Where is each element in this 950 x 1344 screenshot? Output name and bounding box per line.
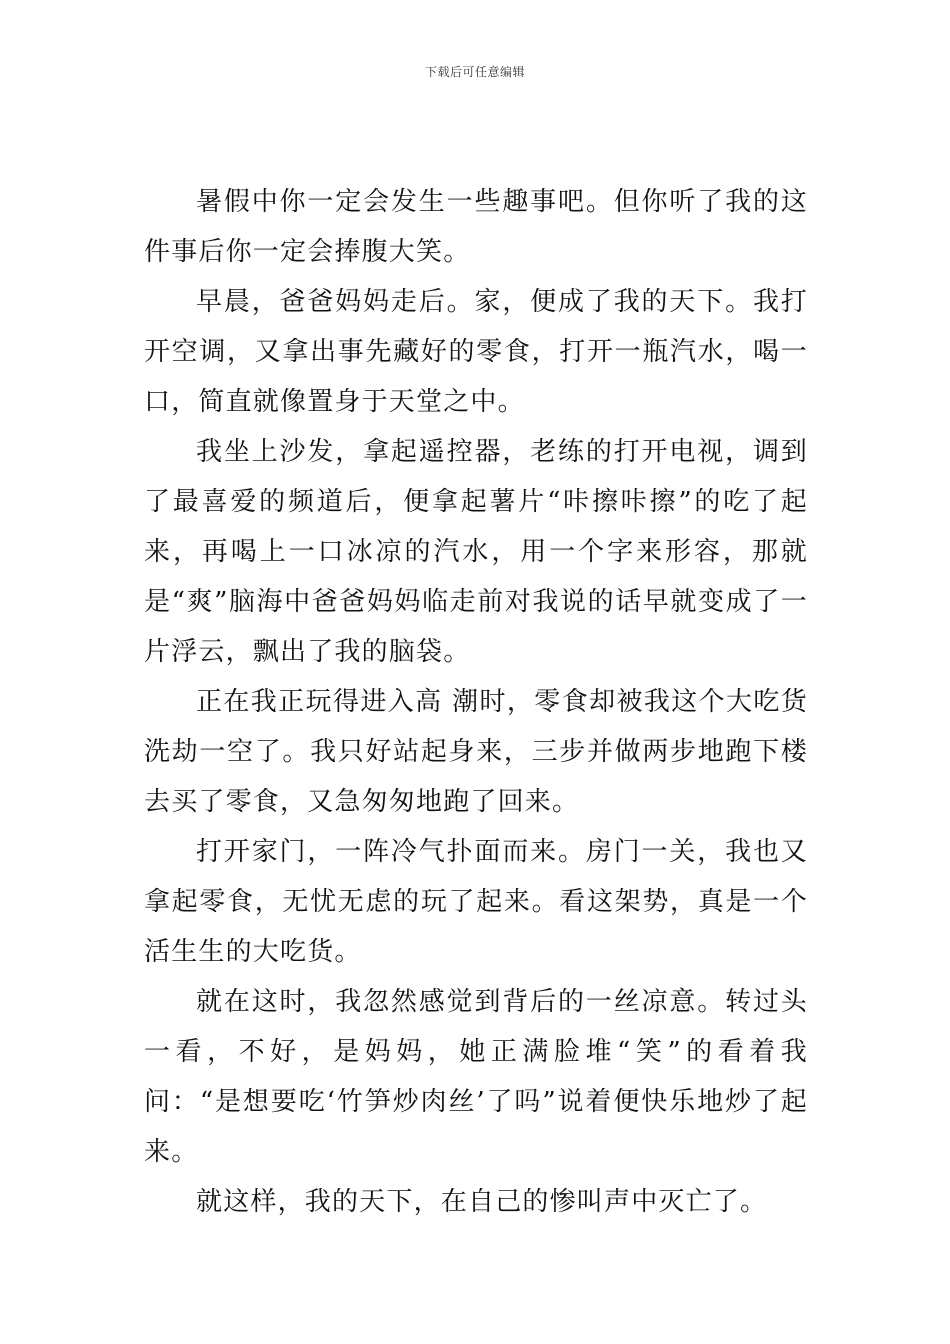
paragraph-7: 就这样，我的天下，在自己的惨叫声中灭亡了。 (196, 1187, 768, 1217)
page-header-note: 下载后可任意编辑 (424, 65, 525, 79)
paragraph-5: 打开家门，一阵冷气扑面而来。房门一关，我也又拿起零食，无忧无虑的玩了起来。看这架势，真是一个活生生的大吃货。 (144, 837, 808, 967)
paragraph-6: 就在这时，我忽然感觉到背后的一丝凉意。转过头一看，不好，是妈妈，她正满脸堆“笑”的看着我问：“是想要吃‘竹笋炒肉丝’了吗”说着便快乐地炒了起来。 (144, 987, 808, 1167)
paragraph-4: 正在我正玩得进入高 潮时，零食却被我这个大吃货洗劫一空了。我只好站起身来，三步并做两步地跑下楼去买了零食，又急匆匆地跑了回来。 (144, 687, 808, 817)
document-body (144, 177, 808, 1227)
paragraph-1: 暑假中你一定会发生一些趣事吧。但你听了我的这件事后你一定会捧腹大笑。 (144, 187, 808, 267)
paragraph-2: 早晨，爸爸妈妈走后。家，便成了我的天下。我打开空调，又拿出事先藏好的零食，打开一瓶汽水，喝一口，简直就像置身于天堂之中。 (144, 287, 808, 417)
paragraph-3: 我坐上沙发，拿起遥控器，老练的打开电视，调到了最喜爱的频道后，便拿起薯片“咔擦咔擦”的吃了起来，再喝上一口冰凉的汽水，用一个字来形容，那就是“爽”脑海中爸爸妈妈临走前对我说的话早就变成了一片浮云，飘出了我的脑袋。 (144, 437, 808, 667)
